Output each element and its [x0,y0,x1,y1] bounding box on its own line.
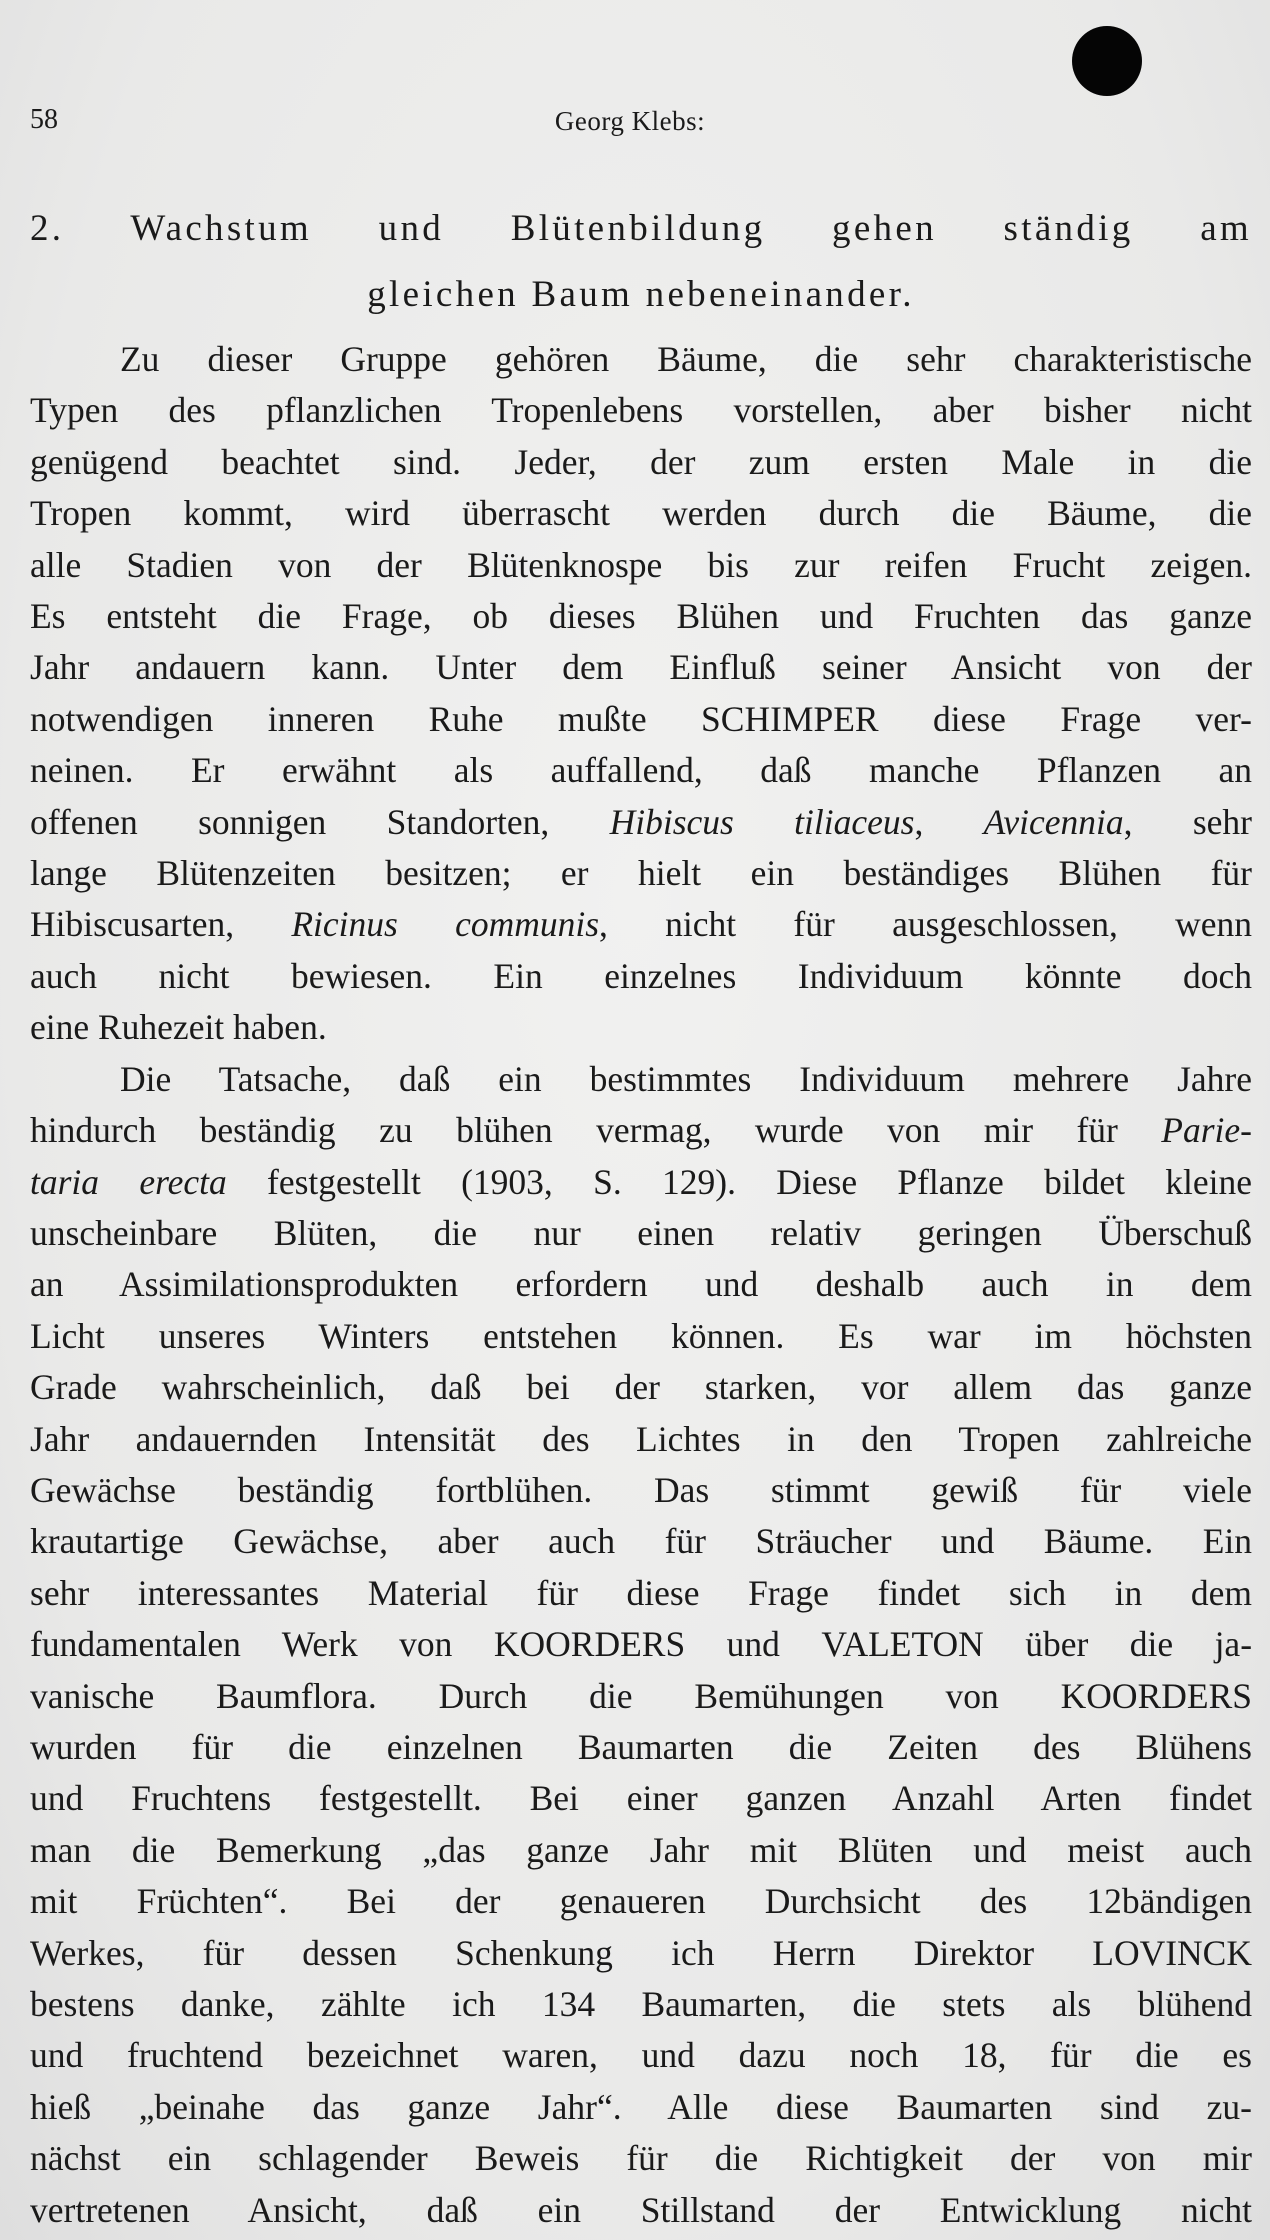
text-line: genügend beachtet sind. Jeder, der zum ersten Male in die [30,441,1252,482]
text-line: nächst ein schlagender Beweis für die Richtigkeit der von mir [30,2138,1252,2179]
text-line: man die Bemerkung „das ganze Jahr mit Blüten und meist auch [30,1829,1252,1870]
heading-line: gleichen Baum nebeneinander. [367,274,915,315]
text-line: Typen des pflanzlichen Tropenlebens vorstellen, aber bisher nicht [30,390,1252,431]
text-line: Gewächse beständig fortblühen. Das stimmt gewiß für viele [30,1469,1252,1510]
text-line: auch nicht bewiesen. Ein einzelnes Individuum könnte doch [30,955,1252,996]
text-line: fundamentalen Werk von KOORDERS und VALETON über die ja- [30,1624,1253,1665]
paragraph-1 [30,334,1252,1054]
text-line: offenen sonnigen Standorten, Hibiscus tiliaceus, Avicennia, sehr [30,801,1252,842]
text-line: lange Blütenzeiten besitzen; er hielt ein beständiges Blühen für [30,853,1252,894]
text-line: und fruchtend bezeichnet waren, und dazu noch 18, für die es [30,2035,1252,2076]
text-line: eine Ruhezeit haben. [30,1007,327,1048]
text-line: mit Früchten“. Bei der genaueren Durchsicht des 12bändigen [30,1881,1252,1922]
text-line: Jahr andauernden Intensität des Lichtes in den Tropen zahlreiche [30,1418,1252,1459]
text-line: und Fruchtens festgestellt. Bei einer ganzen Anzahl Arten findet [30,1778,1252,1819]
text-line: an Assimilationsprodukten erfordern und deshalb auch in dem [30,1264,1252,1305]
page-number: 58 [30,104,58,135]
text-line: Jahr andauern kann. Unter dem Einfluß seiner Ansicht von der [30,647,1252,688]
text-line: notwendigen inneren Ruhe mußte SCHIMPER diese Frage ver- [30,698,1252,739]
text-line: taria erecta festgestellt (1903, S. 129). Diese Pflanze bildet kleine [30,1161,1252,1202]
text-line: neinen. Er erwähnt als auffallend, daß manche Pflanzen an [30,750,1252,791]
text-line: krautartige Gewächse, aber auch für Sträucher und Bäume. Ein [30,1521,1252,1562]
heading-line: 2. Wachstum und Blütenbildung gehen ständig am [30,208,1252,249]
text-line: sehr interessantes Material für diese Frage findet sich in dem [30,1572,1252,1613]
text-line: Licht unseres Winters entstehen können. Es war im höchsten [30,1315,1252,1356]
text-line: Die Tatsache, daß ein bestimmtes Individuum mehrere Jahre [120,1058,1252,1099]
text-line: wurden für die einzelnen Baumarten die Zeiten des Blühens [30,1726,1252,1767]
text-line: alle Stadien von der Blütenknospe bis zur reifen Frucht zeigen. [30,544,1252,585]
text-line: unscheinbare Blüten, die nur einen relativ geringen Überschuß [30,1212,1252,1253]
text-line: vertretenen Ansicht, daß ein Stillstand der Entwicklung nicht [30,2189,1252,2230]
text-line: Es entsteht die Frage, ob dieses Blühen und Fruchten das ganze [30,596,1252,637]
running-head: Georg Klebs: [554,106,706,136]
section-heading [30,196,1252,328]
text-line: Grade wahrscheinlich, daß bei der starken, vor allem das ganze [30,1367,1252,1408]
text-line: Zu dieser Gruppe gehören Bäume, die sehr charakteristische [120,339,1252,379]
text-line: vanische Baumflora. Durch die Bemühungen von KOORDERS [30,1675,1252,1716]
page-header [30,104,1230,144]
text-line: Hibiscusarten, Ricinus communis, nicht für ausgeschlossen, wenn [30,904,1252,945]
text-line: hindurch beständig zu blühen vermag, wurde von mir für Parie- [30,1110,1252,1151]
text-line: hieß „beinahe das ganze Jahr“. Alle diese Baumarten sind zu- [30,2086,1252,2127]
text-line: Tropen kommt, wird überrascht werden durch die Bäume, die [30,493,1252,534]
punch-hole-mark [1072,26,1142,96]
text-line: Werkes, für dessen Schenkung ich Herrn Direktor LOVINCK [30,1932,1252,1973]
paragraph-2 [30,1054,1252,2236]
text-line: bestens danke, zählte ich 134 Baumarten, die stets als blühend [30,1984,1252,2024]
body-text [30,334,1252,2236]
